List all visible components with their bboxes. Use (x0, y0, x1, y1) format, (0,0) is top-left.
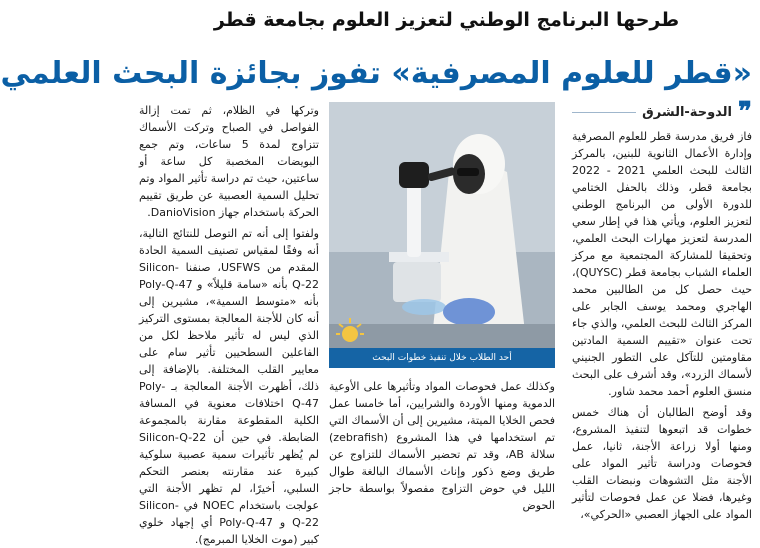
headline: «قطر للعلوم المصرفية» تفوز بجائزة البحث العلمي (0, 56, 752, 91)
article-paragraph: فاز فريق مدرسة قطر للعلوم المصرفية وإدارة الأعمال الثانوية للبنين، بالمركز الثالث للبحث العلمي 2021 - 2022 بجامعة قطر، وذلك بالحفل الختامي للدورة الأولى من البرنامج الوطني لتعزيز العلوم، ويأتي هذا في إطار سعي المدرسة لتعزيز مهارات البحث العلمي، وتحقيقا للمشاركة المجتمعية مع مركز العلماء الشباب بجامعة قطر (QUYSC)، حيث حصل كل من الطالبين محمد الهاجري ومحمد يوسف الجابر على المركز الثالث للبحث العلمي، والذي جاء تحت عنوان «تقييم السمية المادتين مقاومتين للتآكل على التطور الجنيني لأسماك الزرد»، وقد أشرف على البحث منسق العلوم أحمد محمد شاور. (572, 130, 752, 398)
column-left (139, 102, 320, 546)
dateline (572, 97, 752, 127)
dateline-text: الدوحة-الشرق (642, 104, 732, 120)
kicker-subtitle: طرحها البرنامج الوطني لتعزيز العلوم بجامعة قطر (213, 9, 680, 31)
photo-caption: أحد الطلاب خلال تنفيذ خطوات البحث (329, 348, 555, 368)
article-paragraph: وتركها في الظلام، ثم تمت إزالة الفواصل في الصباح وتركت الأسماك تتزاوج لمدة 5 ساعات، وتم جمع البويضات المخصبة كل ساعة أو ساعتين، حيث تم دراسة تأثير المواد وتم تحليل السمية العصبية عن طريق تقييم الحركة باستخدام جهاز DanioVision. (139, 104, 319, 219)
column-right (572, 97, 752, 540)
newspaper-logo-icon (335, 316, 365, 342)
article-paragraph: ولفتوا إلى أنه تم التوصل للنتائج التالية، أنه وفقًا لمقياس تصنيف السمية الحادة المقدم من USFWS، صنفنا Silicon-Q-22 بأنه «سامة قليلاً» و Poly-Q-47 بأنه «متوسط السمية»، مشيرين إلى أنه كان للأجنة المعالجة بمستوى التركيز الذي ليس له تأثير ملاحظ لكل من الفاعلين السطحيين تأثير سام على معايير القلب المختلفة. بالإضافة إلى ذلك، أظهرت الأجنة المعالجة بـ Poly-Q-47 اختلافات معنوية في المسافة الكلية المقطوعة مقارنة بالمجموعة الضابطة. في حين أن Silicon-Q-22 لم يُظهر تأثيرات سمية عصبية سلوكية كبيرة عند مقارنته بعنصر التحكم السلبي، أخيرًا، لم تظهر الأجنة التي عولجت باستخدام NOEC في Silicon-Q-22 و Poly-Q-47 أي إجهاد خلوي كبير (موت الخلايا المبرمج). (139, 227, 320, 546)
dateline-rule (572, 112, 636, 113)
article-paragraph: وكذلك عمل فحوصات المواد وتأثيرها على الأوعية الدموية ومنها الأوردة والشرايين، أما خامسا عمل فحص الخلايا الميتة، مشيرين إلى أن الأسماك التي تم استخدامها في هذا المشروع (zebrafish) سلالة AB، وقد تم تحضير الأسماك للتزاوج عن طريق وضع ذكور وإناث الأسماك البالغة طوال الليل في حوض التزاوج مفصولاً بواسطة حاجز الحوض (329, 380, 555, 512)
column-middle (329, 378, 555, 540)
article-paragraph: وقد أوضح الطالبان أن هناك خمس خطوات قد اتبعوها لتنفيذ المشروع، ومنها أولا زراعة الأجنة، ثانيا، عمل فحوصات ودراسة تأثير المواد على الأجنة مثل التشوهات ونبضات القلب وغيرها، فضلا عن عمل فحوصات لتأثير المواد على الجهاز العصبي «الحركي»، (572, 406, 752, 521)
quote-mark-icon: ❞ (738, 97, 752, 127)
lab-photo (329, 102, 555, 368)
